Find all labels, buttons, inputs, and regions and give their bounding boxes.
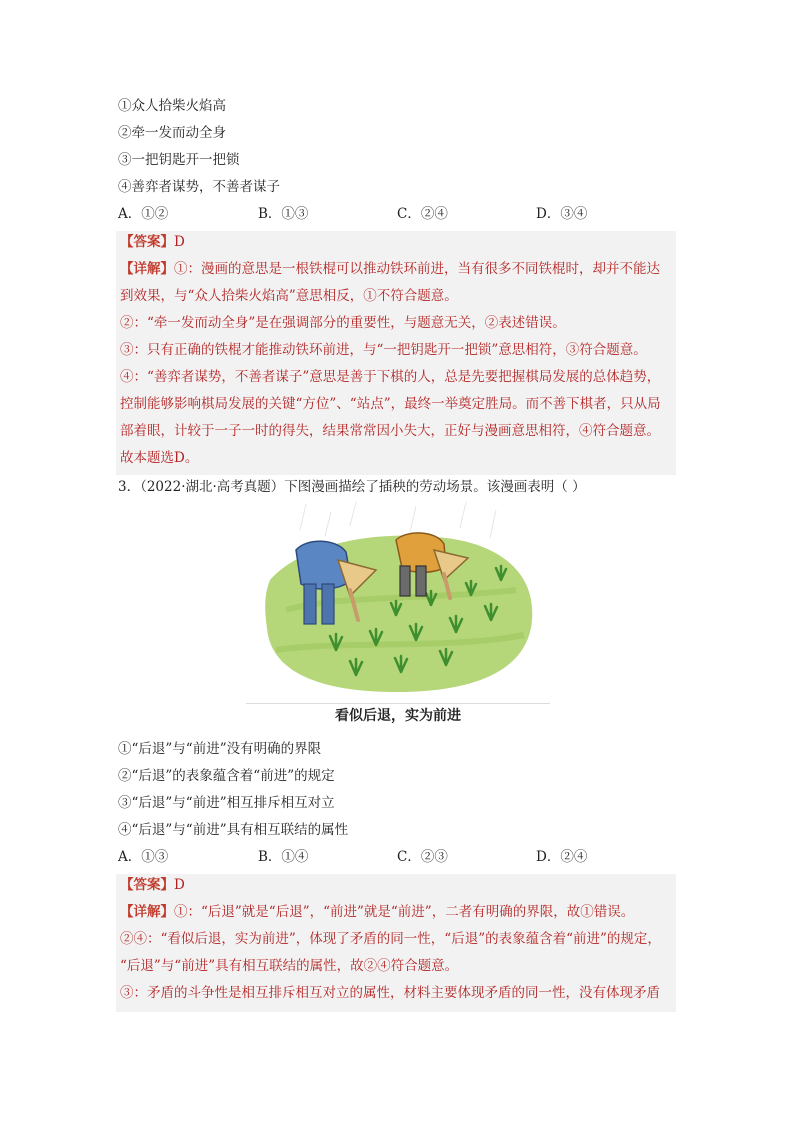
q3-detail-line-3: “后退”与“前进”具有相互联结的属性，故②④符合题意。: [120, 958, 459, 974]
q2-options: [118, 205, 678, 223]
q2-option-c: C．②④: [397, 206, 448, 222]
q2-option-a: A．①②: [118, 206, 169, 222]
answer-tag: 【答案】: [120, 234, 174, 250]
detail-tag: 【详解】: [120, 261, 174, 277]
q3-answer-block: [116, 874, 676, 1012]
q3-item-1: ①“后退”与“前进”没有明确的界限: [118, 741, 322, 757]
q2-answer-block: [116, 231, 676, 475]
q2-detail-line-5: ④：“善弈者谋势，不善者谋子”意思是善于下棋的人，总是先要把握棋局发展的总体趋势，: [120, 369, 661, 385]
answer-value: D: [174, 234, 185, 250]
rain-streaks: [300, 502, 496, 538]
q3-item-2: ②“后退”的表象蕴含着“前进”的规定: [118, 768, 335, 784]
rice-planting-illustration: [246, 500, 550, 700]
q2-detail-line-1: [120, 260, 660, 278]
q2-detail-line-2: 到效果，与“众人拾柴火焰高”意思相反，①不符合题意。: [120, 288, 458, 304]
q2-answer-line: [120, 233, 185, 251]
detail-tag: 【详解】: [120, 904, 174, 920]
q2-detail-line-3: ②：“牵一发而动全身”是在强调部分的重要性，与题意无关，②表述错误。: [120, 315, 566, 331]
q3-option-b: B．①④: [258, 849, 309, 865]
q2-item-3: ③一把钥匙开一把锁: [118, 152, 240, 168]
q3-options: [118, 848, 678, 866]
q2-item-1: ①众人拾柴火焰高: [118, 98, 226, 114]
rice-field-drawing: [246, 500, 550, 700]
q3-detail-line-2: ②④：“看似后退，实为前进”，体现了矛盾的同一性，“后退”的表象蕴含着“前进”的规定，: [120, 931, 661, 947]
detail-text: ①：漫画的意思是一根铁棍可以推动铁环前进，当有很多不同铁棍时，却并不能达: [174, 261, 660, 277]
answer-value: D: [174, 877, 185, 893]
q3-item-3: ③“后退”与“前进”相互排斥相互对立: [118, 795, 335, 811]
q2-item-2: ②牵一发而动全身: [118, 125, 226, 141]
q3-stem: 3．（2022·湖北·高考真题）下图漫画描绘了插秧的劳动场景。该漫画表明（ ）: [118, 479, 586, 495]
q2-option-b: B．①③: [258, 206, 309, 222]
q2-item-4: ④善弈者谋势，不善者谋子: [118, 179, 280, 195]
q3-option-c: C．②③: [397, 849, 448, 865]
q3-option-d: D．②④: [536, 849, 588, 865]
q2-option-d: D．③④: [536, 206, 588, 222]
q2-detail-line-7: 部着眼，计较于一子一时的得失，结果常常因小失大，正好与漫画意思相符，④符合题意。: [120, 423, 660, 439]
q2-detail-line-8: 故本题选D。: [120, 450, 199, 466]
q3-answer-line: [120, 876, 185, 894]
illustration-caption: 看似后退，实为前进: [246, 703, 550, 726]
q3-option-a: A．①③: [118, 849, 169, 865]
detail-text: ①：“后退”就是“后退”，“前进”就是“前进”，二者有明确的界限，故①错误。: [174, 904, 635, 920]
q3-item-4: ④“后退”与“前进”具有相互联结的属性: [118, 822, 349, 838]
answer-tag: 【答案】: [120, 877, 174, 893]
q3-detail-line-4: ③：矛盾的斗争性是相互排斥相互对立的属性，材料主要体现矛盾的同一性，没有体现矛盾: [120, 985, 660, 1001]
q2-detail-line-6: 控制能够影响棋局发展的关键“方位”、“站点”，最终一举奠定胜局。而不善下棋者，只从局: [120, 396, 661, 412]
q3-detail-line-1: [120, 903, 634, 921]
q2-detail-line-4: ③：只有正确的铁棍才能推动铁环前进，与“一把钥匙开一把锁”意思相符，③符合题意。: [120, 342, 647, 358]
